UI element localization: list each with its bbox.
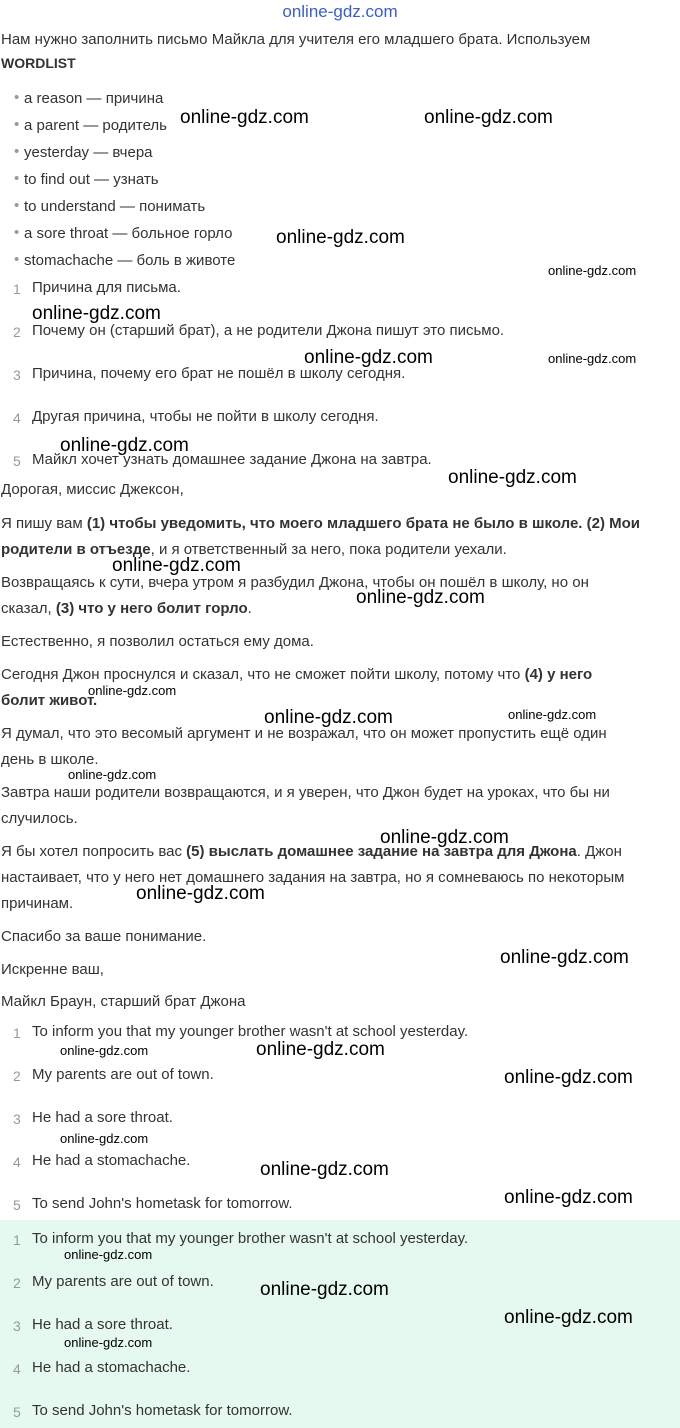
letter-text: Я пишу вам [1, 515, 87, 532]
wordlist-item: to find out — узнать [24, 171, 159, 188]
watermark: online-gdz.com [380, 827, 509, 848]
bullet-icon: • [14, 170, 20, 187]
answer-number: 4 [13, 1154, 21, 1170]
answer-text: My parents are out of town. [32, 1066, 214, 1083]
letter-text: , и я ответственный за него, пока родители уехали. [150, 541, 507, 558]
task-number: 5 [13, 453, 21, 469]
watermark: online-gdz.com [260, 1159, 389, 1180]
answer-text: He had a sore throat. [32, 1109, 173, 1126]
answer-text: He had a stomachache. [32, 1152, 191, 1169]
letter-answer-1-2: (1) чтобы уведомить, что моего младшего брата не было в школе. (2) Мои [86, 515, 640, 532]
answer-text: My parents are out of town. [32, 1273, 214, 1290]
bullet-icon: • [14, 224, 20, 241]
letter-text: . [247, 600, 252, 617]
task-text: Причина для письма. [32, 279, 181, 296]
watermark: online-gdz.com [504, 1307, 633, 1328]
watermark: online-gdz.com [112, 555, 241, 576]
intro-line: Нам нужно заполнить письмо Майкла для учителя его младшего брата. Используем [1, 31, 591, 48]
wordlist-item: to understand — понимать [24, 198, 206, 215]
letter-paragraph-6 [1, 780, 679, 832]
letter-text: сказал, [1, 600, 56, 617]
task-text: Майкл хочет узнать домашнее задание Джона на завтра. [32, 451, 432, 468]
watermark: online-gdz.com [60, 435, 189, 456]
letter-paragraph-2 [1, 570, 679, 622]
letter-signature: Майкл Браун, старший брат Джона [1, 993, 246, 1010]
watermark: online-gdz.com [260, 1279, 389, 1300]
letter-text: Естественно, я позволил остаться ему дома. [1, 633, 314, 650]
bullet-icon: • [14, 116, 20, 133]
letter-answer-4: (4) у него [524, 666, 593, 683]
task-number: 1 [13, 281, 21, 297]
answer-text: To inform you that my younger brother wasn't at school yesterday. [32, 1230, 469, 1247]
answer-text: To inform you that my younger brother wasn't at school yesterday. [32, 1023, 469, 1040]
watermark: online-gdz.com [504, 1187, 633, 1208]
letter-paragraph-3 [1, 629, 679, 655]
wordlist-item: a sore throat — больное горло [24, 225, 233, 242]
wordlist-item: stomachache — боль в животе [24, 252, 236, 269]
letter-text: Возвращаясь к сути, вчера утром я разбудил Джона, чтобы он пошёл в школу, но он [1, 574, 589, 591]
watermark: online-gdz.com [88, 683, 177, 698]
letter-text: Я думал, что это весомый аргумент и не возражал, что он может пропустить ещё один [1, 725, 607, 742]
answer-number: 1 [13, 1025, 21, 1041]
wordlist-item: a parent — родитель [24, 117, 167, 134]
watermark: online-gdz.com [264, 707, 393, 728]
letter-text: . Джон [576, 843, 622, 860]
task-number: 2 [13, 324, 21, 340]
watermark: online-gdz.com [60, 1131, 149, 1146]
letter-text: день в школе. [1, 751, 99, 768]
letter-text: причинам. [1, 895, 74, 912]
watermark: online-gdz.com [548, 351, 637, 366]
watermark: online-gdz.com [64, 1247, 153, 1262]
letter-text: Я бы хотел попросить вас [1, 843, 187, 860]
answer-number: 3 [13, 1318, 21, 1334]
watermark: online-gdz.com [548, 263, 637, 278]
task-number: 4 [13, 410, 21, 426]
task-text: Почему он (старший брат), а не родители Джона пишут это письмо. [32, 322, 505, 339]
answer-text: To send John's hometask for tomorrow. [32, 1195, 293, 1212]
answer-number: 5 [13, 1404, 21, 1420]
watermark: online-gdz.com [68, 767, 157, 782]
watermark: online-gdz.com [136, 883, 265, 904]
answer-number: 1 [13, 1232, 21, 1248]
watermark: online-gdz.com [504, 1067, 633, 1088]
task-number: 3 [13, 367, 21, 383]
watermark: online-gdz.com [60, 1043, 149, 1058]
letter-paragraph-7 [1, 839, 679, 917]
bullet-icon: • [14, 89, 20, 106]
bullet-icon: • [14, 251, 20, 268]
answer-number: 4 [13, 1361, 21, 1377]
letter-closing: Искренне ваш, [1, 961, 104, 978]
watermark: online-gdz.com [500, 947, 629, 968]
letter-text: настаивает, что у него нет домашнего задания на завтра, но я сомневаюсь по некоторым [1, 869, 625, 886]
letter-answer-3: (3) что у него болит горло [55, 600, 248, 617]
letter-text: Сегодня Джон проснулся и сказал, что не сможет пойти школу, потому что [1, 666, 525, 683]
answer-text: He had a stomachache. [32, 1359, 191, 1376]
site-header-link[interactable]: online-gdz.com [282, 2, 398, 21]
answer-number: 2 [13, 1275, 21, 1291]
wordlist-label: WORDLIST [1, 55, 76, 71]
watermark: online-gdz.com [256, 1039, 385, 1060]
letter-text: случилось. [1, 810, 78, 827]
watermark: online-gdz.com [508, 707, 597, 722]
answer-text: He had a sore throat. [32, 1316, 173, 1333]
watermark: online-gdz.com [180, 107, 309, 128]
watermark: online-gdz.com [448, 467, 577, 488]
watermark: online-gdz.com [356, 587, 485, 608]
watermark: online-gdz.com [64, 1335, 153, 1350]
answer-number: 3 [13, 1111, 21, 1127]
letter-answer-2: родители в отъезде [1, 541, 151, 558]
watermark: online-gdz.com [276, 227, 405, 248]
wordlist-item: yesterday — вчера [24, 144, 153, 161]
letter-greeting: Дорогая, миссис Джексон, [1, 481, 184, 498]
answer-number: 2 [13, 1068, 21, 1084]
letter-text: Завтра наши родители возвращаются, и я уверен, что Джон будет на уроках, что бы ни [1, 784, 610, 801]
bullet-icon: • [14, 197, 20, 214]
bullet-icon: • [14, 143, 20, 160]
answer-text: To send John's hometask for tomorrow. [32, 1402, 293, 1419]
task-text: Другая причина, чтобы не пойти в школу сегодня. [32, 408, 379, 425]
intro-text [1, 27, 679, 53]
letter-thanks: Спасибо за ваше понимание. [1, 928, 207, 945]
watermark: online-gdz.com [32, 303, 161, 324]
watermark: online-gdz.com [304, 347, 433, 368]
wordlist-item: a reason — причина [24, 90, 164, 107]
letter-paragraph-1 [1, 511, 679, 563]
watermark: online-gdz.com [424, 107, 553, 128]
answer-number: 5 [13, 1197, 21, 1213]
letter-answer-4-cont: болит живот. [1, 692, 98, 709]
task-text: Причина, почему его брат не пошёл в школу сегодня. [32, 365, 406, 382]
letter-answer-5: (5) выслать домашнее задание на завтра для Джона [186, 843, 577, 860]
